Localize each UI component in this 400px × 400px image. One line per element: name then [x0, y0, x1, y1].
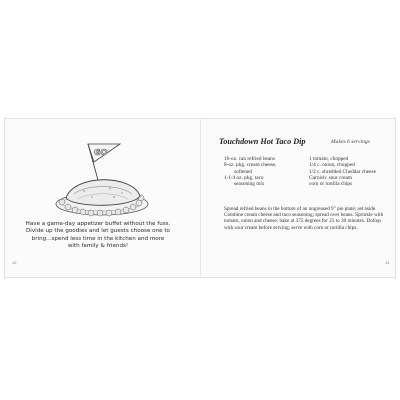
recipe-title: Touchdown Hot Taco Dip [219, 137, 306, 146]
page-number-left: 12 [12, 260, 17, 265]
pennant-text: GO [94, 148, 108, 157]
football-dip [66, 180, 140, 206]
ingredient: 1/2 c. shredded Cheddar cheese [309, 168, 376, 175]
page-number-right: 13 [385, 260, 390, 265]
caption-line: Divide up the goodies and let guests choose one to [26, 228, 170, 235]
ingredient: seasoning mix [234, 181, 265, 188]
ingredients-left [224, 156, 304, 187]
caption-line: bring...spend less time in the kitchen and more [31, 235, 165, 242]
ingredient: 8-oz. pkg. cream cheese, [224, 162, 277, 169]
ingredients-right [309, 156, 387, 187]
instructions: Spread refried beans in the bottom of an ungreased 9" pie plate; set aside. Combine cream cheese and taco seasoning; spread over beans. Sprinkle with tomato, onion and cheese; bake at 375 degrees for 25 to 30 minutes. Dollop with sour cream before serving; serve with corn or tortilla chips. [224, 206, 384, 231]
caption-line: Have a game-day appetizer buffet without the fuss. [25, 221, 171, 227]
football-dip-illustration [44, 136, 164, 222]
ingredient: 16-oz. can refried beans [224, 156, 275, 162]
servings: Makes 6 servings [331, 139, 370, 145]
ingredient: corn or tortilla chips [309, 181, 353, 188]
ingredient: 1/4 c. onion, chopped [309, 162, 355, 169]
ingredient: Garnish: sour cream [309, 174, 352, 181]
ingredient: 1 tomato, chopped [309, 156, 349, 162]
caption [18, 221, 178, 251]
caption-line: with family & friends! [67, 243, 129, 250]
page-fold [200, 118, 201, 278]
ingredient: softened [234, 168, 252, 175]
ingredient: 1-1/4 oz. pkg. taco [224, 174, 264, 181]
